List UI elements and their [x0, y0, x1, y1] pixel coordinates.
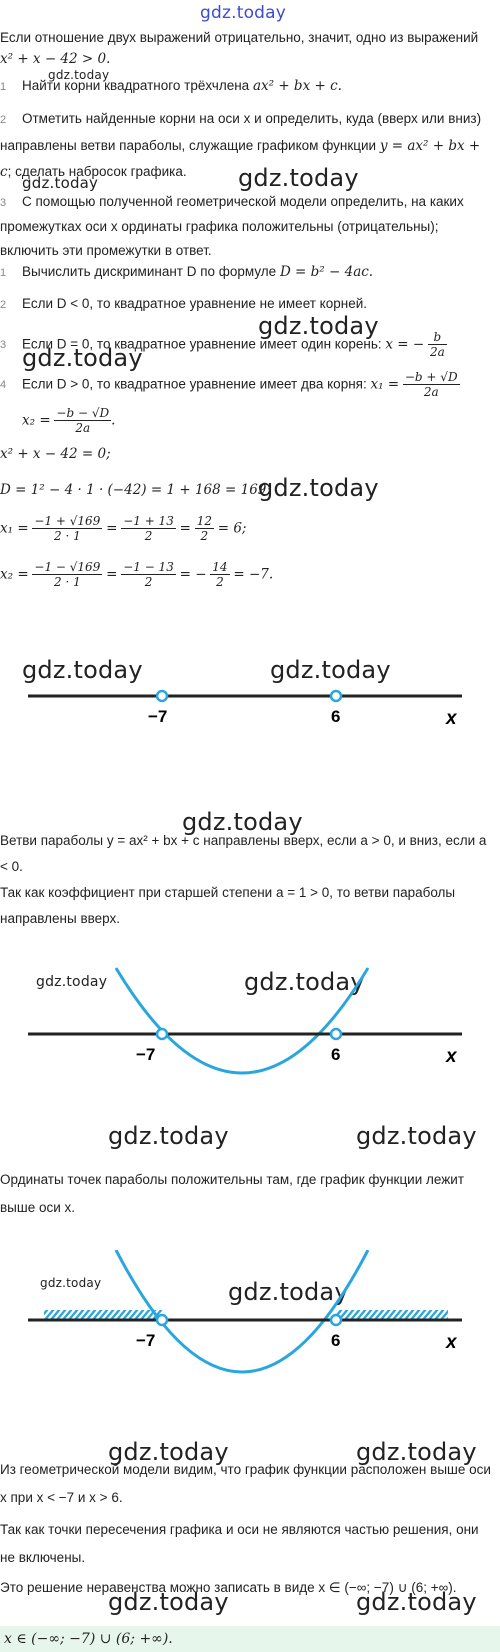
answer-box: x ∈ (−∞; −7) ∪ (6; +∞).: [0, 1626, 500, 1652]
intro-text: [0, 28, 492, 70]
denominator: 2a: [429, 345, 445, 360]
watermark: gdz.today: [356, 1122, 477, 1150]
equals: =: [106, 566, 118, 583]
fraction: [54, 406, 111, 436]
conclusion-1: Из геометрической модели видим, что график функции расположен выше оси x при x < −7 и x > 6.: [0, 1462, 491, 1505]
fraction: [32, 560, 102, 590]
root-point-left: [157, 1315, 167, 1325]
numerator: −b + √D: [404, 370, 458, 384]
x2-result: = −7.: [233, 566, 274, 583]
fraction: [210, 560, 229, 590]
equals: = −: [179, 566, 207, 583]
conclusion-3: Это решение неравенства можно записать в виде x ∈ (−∞; −7) ∪ (6; +∞).: [0, 1580, 457, 1595]
root-label-right: 6: [331, 1045, 341, 1064]
axis-label: x: [446, 1046, 457, 1067]
root-point-left: [157, 1029, 167, 1039]
numerator: −1 + √169: [34, 514, 101, 528]
root-label-left: −7: [136, 1331, 156, 1350]
numerator: −b − √D: [56, 406, 110, 420]
step-text: С помощью полученной геометрической модели определить, на каких промежутках оси x ординаты графика положительны (отрицательны); включить эти промежутки в ответ.: [0, 194, 464, 258]
denominator: 2: [144, 575, 153, 590]
denominator: 2: [144, 529, 153, 544]
discriminant: D = 1² − 4 · 1 · (−42) = 1 + 168 = 169;: [0, 482, 271, 498]
step-number: 1: [0, 81, 7, 93]
step-number: 1: [0, 267, 7, 279]
step-math: x = −: [385, 336, 425, 353]
step-text: Если D < 0, то квадратное уравнение не имеет корней.: [22, 296, 368, 311]
root-label-right: 6: [331, 1331, 341, 1350]
step-math: x₂ =: [22, 412, 51, 429]
fraction: [121, 514, 176, 544]
parabola-curve: [116, 1250, 368, 1372]
parabola-text-1: Ветви параболы y = ax² + bx + c направлены вверх, если a > 0, и вниз, если a < 0.: [0, 833, 487, 874]
watermark: gdz.today: [258, 474, 379, 502]
root-point-right: [331, 691, 341, 701]
denominator: 2a: [75, 421, 91, 436]
numerator: 14: [212, 560, 228, 574]
root-label-left: −7: [148, 707, 168, 726]
fraction: [195, 514, 214, 544]
fraction: [403, 370, 460, 400]
root-point-right: [331, 1029, 341, 1039]
x2-label: x₂ =: [0, 566, 29, 583]
watermark: gdz.today: [22, 344, 143, 372]
roots-step-4-x2: [22, 406, 500, 436]
watermark: gdz.today: [36, 974, 108, 990]
watermark: gdz.today: [356, 1438, 477, 1466]
watermark: gdz.today: [48, 68, 110, 82]
watermark: gdz.today: [228, 1278, 349, 1306]
roots-step-1: [0, 262, 492, 283]
plan-step-1: [0, 76, 492, 97]
step-number: 3: [0, 197, 7, 209]
watermark: gdz.today: [40, 1276, 102, 1290]
roots-step-2: [0, 294, 492, 315]
watermark: gdz.today: [270, 656, 391, 684]
numerator: b: [428, 330, 447, 345]
fraction: [428, 330, 447, 360]
x1-line: [0, 514, 492, 544]
watermark: gdz.today: [356, 1588, 477, 1616]
denominator: 2: [200, 529, 209, 544]
watermark: gdz.today: [182, 808, 303, 836]
intro-line: Если отношение двух выражений отрицательно, значит, одно из выражений: [0, 30, 479, 45]
equation: x² + x − 42 = 0;: [0, 446, 111, 462]
numerator: −1 − 13: [123, 560, 174, 574]
root-label-left: −7: [136, 1045, 156, 1064]
step-tail: ; сделать набросок графика.: [7, 164, 187, 179]
step-math: x₁ =: [370, 376, 400, 393]
number-line-figure: [0, 680, 500, 740]
denominator: 2: [216, 575, 224, 590]
step-number: 2: [0, 114, 7, 126]
step-math: ax² + bx + c.: [252, 78, 342, 94]
root-label-right: 6: [331, 707, 341, 726]
plan-step-3: [0, 190, 492, 263]
step-math: D = b² − 4ac.: [279, 264, 374, 280]
step-number: 4: [0, 379, 7, 392]
root-point-right: [331, 1315, 341, 1325]
x1-result: = 6;: [217, 520, 247, 537]
denominator: 2 · 1: [54, 575, 81, 590]
denominator: 2a: [423, 385, 439, 400]
axis-label: x: [446, 1332, 457, 1353]
fraction: [32, 514, 102, 544]
step-text: Вычислить дискриминант D по формуле: [22, 264, 280, 279]
conclusion-2: Так как точки пересечения графика и оси не являются частью решения, они не включены.: [0, 1522, 479, 1565]
step-number: 3: [0, 339, 7, 352]
solution-figure: [0, 1250, 500, 1380]
step-text: Если D = 0, то квадратное уравнение имеет один корень:: [22, 336, 386, 352]
step-text: Если D > 0, то квадратное уравнение имеет два корня:: [22, 376, 371, 392]
watermark: gdz.today: [258, 312, 379, 340]
denominator: 2 · 1: [54, 529, 81, 544]
axis-label: x: [446, 708, 457, 729]
watermark: gdz.today: [108, 1438, 229, 1466]
x1-label: x₁ =: [0, 520, 29, 537]
shaded-region-left: [44, 1310, 162, 1319]
numerator: 12: [196, 514, 212, 528]
watermark: gdz.today: [108, 1122, 229, 1150]
parabola-figure: [0, 960, 500, 1080]
numerator: −1 − √169: [34, 560, 101, 574]
equals: =: [106, 520, 118, 537]
fraction: [121, 560, 176, 590]
watermark: gdz.today: [238, 164, 359, 192]
shaded-region-right: [336, 1310, 448, 1319]
x2-line: [0, 560, 492, 590]
equals: =: [179, 520, 191, 537]
step-text: Отметить найденные корни на оси x и определить, куда (вверх или вниз) направлены ветви параболы, служащие графиком функции: [0, 111, 482, 153]
step-number: 2: [0, 299, 7, 311]
period: .: [111, 412, 116, 429]
watermark: gdz.today: [22, 656, 143, 684]
step-text: Найти корни квадратного трёхчлена: [22, 78, 253, 93]
numerator: −1 + 13: [123, 514, 174, 528]
watermark: gdz.today: [108, 1588, 229, 1616]
watermark: gdz.today: [244, 968, 365, 996]
watermark: gdz.today: [22, 174, 99, 192]
root-point-left: [157, 691, 167, 701]
watermark-top: gdz.today: [200, 3, 287, 23]
parabola-text-2: Так как коэффициент при старшей степени a = 1 > 0, то ветви параболы направлены вверх.: [0, 885, 456, 926]
intro-inequality: x² + x − 42 > 0.: [0, 50, 111, 67]
roots-step-4: [0, 370, 492, 400]
step-math: y = ax² + bx + c: [0, 138, 481, 180]
ordinate-text: Ординаты точек параболы положительны там, где график функции лежит выше оси x.: [0, 1172, 465, 1215]
